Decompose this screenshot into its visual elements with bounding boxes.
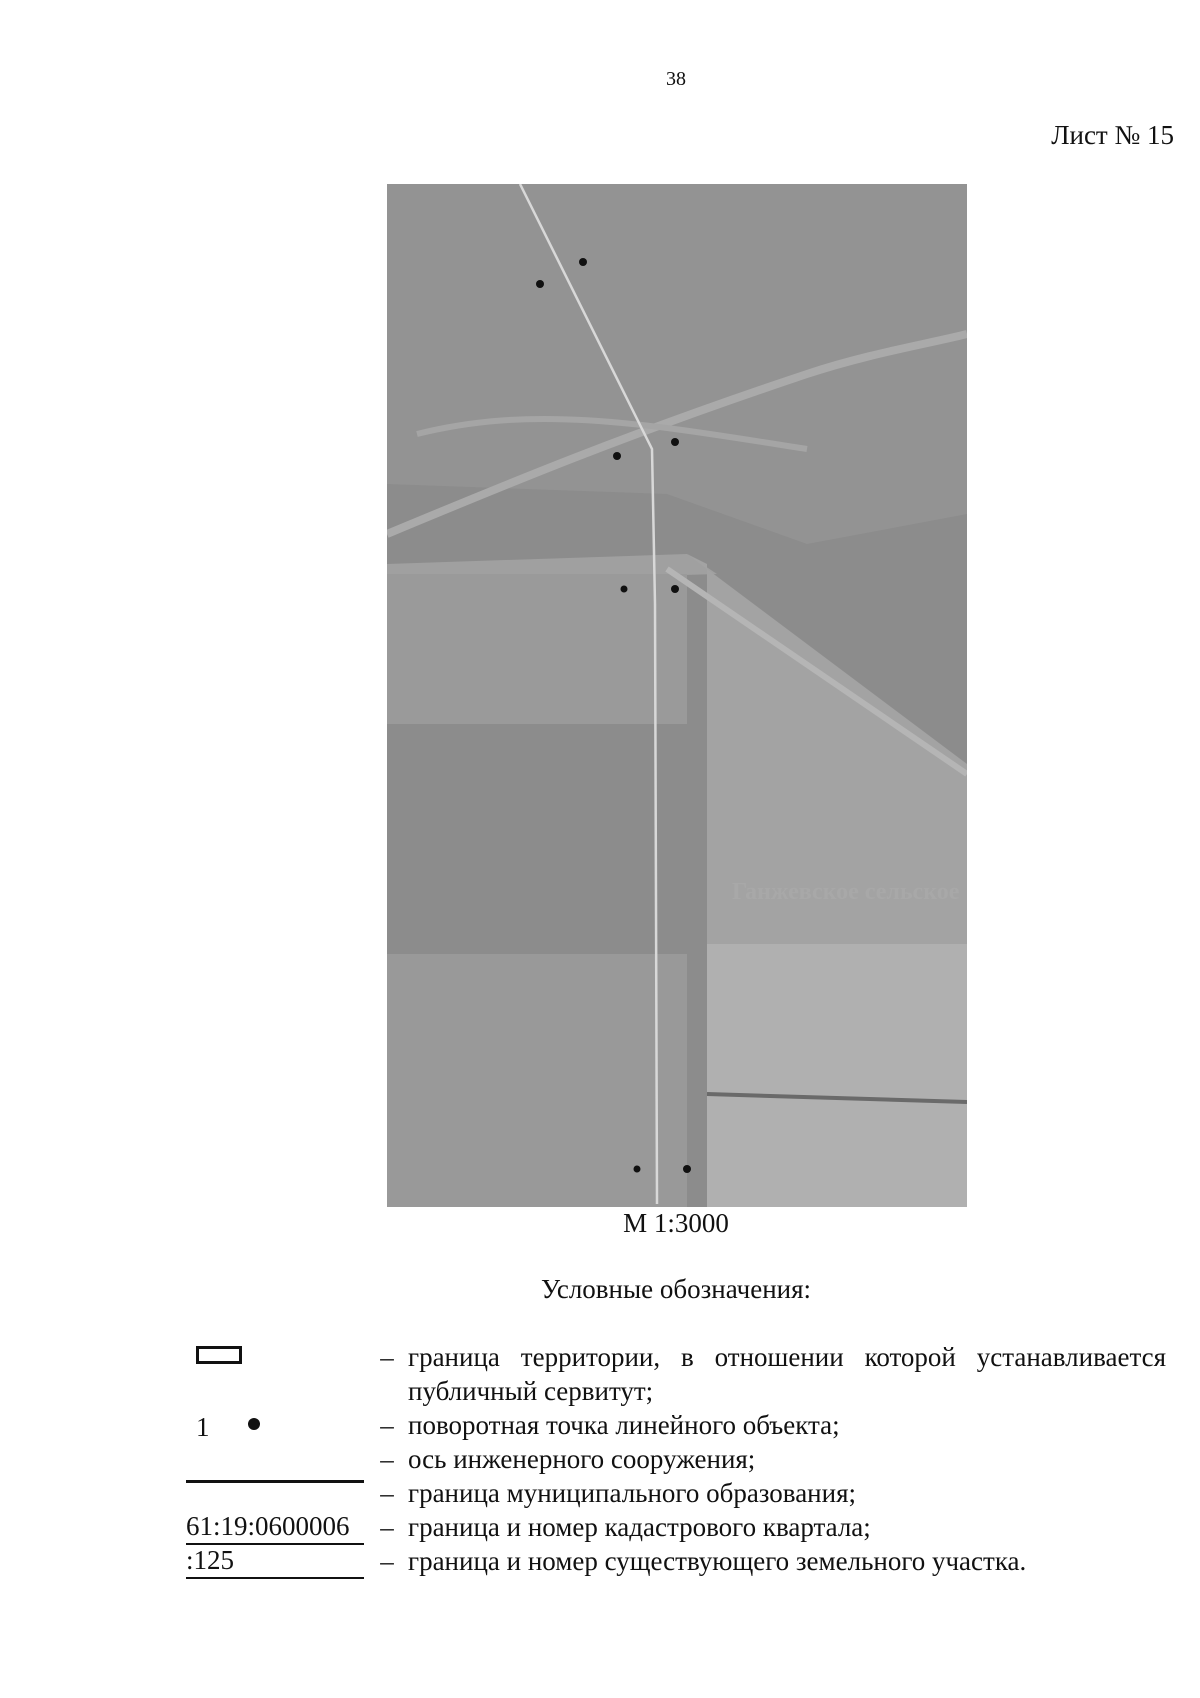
legend-item-turning-point: [186, 1408, 1166, 1442]
lower-right-parcel: [707, 944, 967, 1207]
turning-point-marker: [613, 452, 621, 460]
legend-item-land-parcel: [186, 1544, 1166, 1578]
turning-point-marker: [683, 1165, 691, 1173]
legend-item-boundary: [186, 1340, 1166, 1408]
legend-text: поворотная точка линейного объекта;: [408, 1410, 840, 1440]
turning-point-marker: [536, 280, 544, 288]
turning-point-marker: [621, 586, 628, 593]
legend: [186, 1340, 1166, 1578]
legend-dash: –: [380, 1478, 394, 1508]
cadastral-number-label: 61:19:0600006: [186, 1509, 364, 1545]
sheet-number: Лист № 15: [1051, 120, 1174, 150]
field-block-lower: [387, 954, 687, 1207]
legend-text: граница и номер существующего земельного участка.: [408, 1546, 1027, 1576]
field-block-upper: [387, 574, 687, 724]
map-canvas: [387, 184, 967, 1207]
parcel-number-label: :125: [186, 1543, 364, 1579]
turning-point-icon: [248, 1418, 260, 1430]
turning-point-marker: [634, 1166, 641, 1173]
boundary-rectangle-icon: [196, 1346, 242, 1364]
map-place-label: Ганжевское сельское: [732, 879, 960, 905]
legend-symbol: [186, 1442, 366, 1476]
turning-point-marker: [579, 258, 587, 266]
legend-dash: –: [380, 1410, 394, 1440]
legend-dash: –: [380, 1342, 394, 1372]
page-number: 38: [666, 68, 686, 90]
legend-symbol: [186, 1544, 366, 1578]
legend-symbol: [186, 1408, 366, 1442]
turning-point-marker: [671, 438, 679, 446]
legend-text: граница и номер кадастрового квартала;: [408, 1512, 871, 1542]
legend-dash: –: [380, 1512, 394, 1542]
legend-dash: –: [380, 1546, 394, 1576]
legend-symbol: [186, 1476, 366, 1510]
map-scale: М 1:3000: [623, 1208, 729, 1238]
point-number-label: 1: [196, 1412, 210, 1442]
legend-text: ось инженерного сооружения;: [408, 1444, 756, 1474]
legend-title: Условные обозначения:: [540, 1274, 812, 1304]
legend-symbol: [186, 1340, 366, 1408]
legend-text: граница муниципального образования;: [408, 1478, 857, 1508]
legend-item-cadastral-quarter: [186, 1510, 1166, 1544]
map-image: [387, 184, 967, 1207]
legend-symbol: [186, 1510, 366, 1544]
legend-text: граница территории, в отношении которой устанавливается публичный сервитут;: [408, 1342, 1166, 1406]
solid-line-icon: [186, 1480, 364, 1483]
legend-dash: –: [380, 1444, 394, 1474]
turning-point-marker: [671, 585, 679, 593]
legend-item-axis: [186, 1442, 1166, 1476]
legend-item-municipal-boundary: [186, 1476, 1166, 1510]
